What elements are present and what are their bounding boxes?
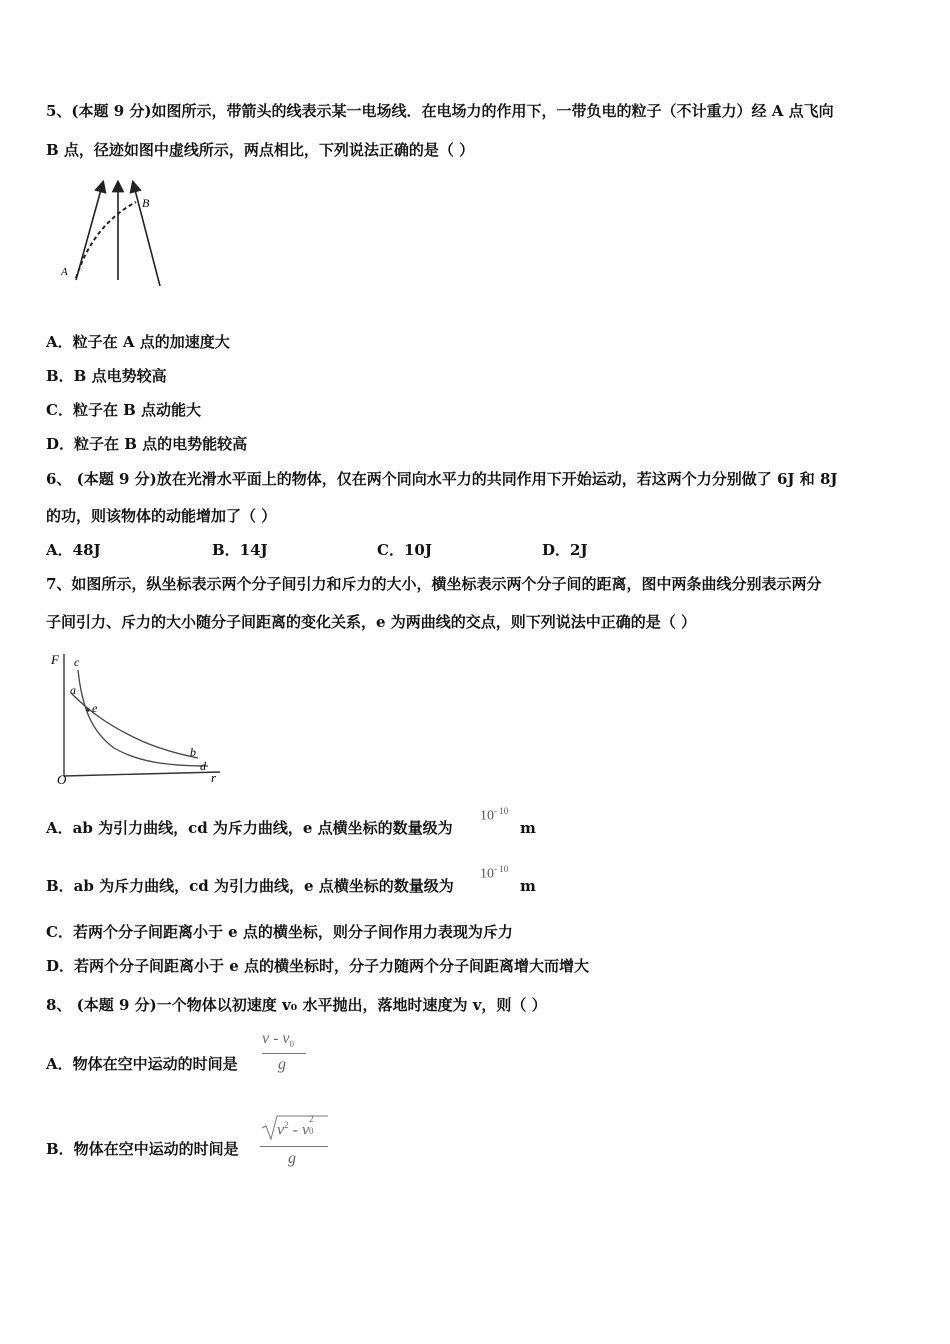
q7-option-b-exp: - 10 <box>494 864 509 874</box>
q5-field-line-figure <box>58 180 168 290</box>
q8-option-b-v0: v <box>301 1121 310 1139</box>
origin-label: O <box>57 772 67 787</box>
axis-label-r: r <box>211 770 217 785</box>
q7-line2: 子间引力、斥力的大小随分子间距离的变化关系，e 为两曲线的交点，则下列说法中正确的是（ ） <box>46 613 696 631</box>
q8-option-b-v: v <box>277 1121 285 1139</box>
q6-line2: 的功，则该物体的动能增加了（ ） <box>46 507 277 525</box>
q8-option-b-text: B．物体在空中运动的时间是 <box>46 1140 239 1158</box>
q7-option-b-text: B．ab 为斥力曲线，cd 为引力曲线，e 点横坐标的数量级为 <box>46 877 454 895</box>
q8-option-b[interactable] <box>46 1139 239 1159</box>
q8-option-b-minus: - <box>288 1121 302 1139</box>
q7-option-b-unit: m <box>520 877 536 895</box>
q6-option-d[interactable]: D．2J <box>542 541 588 559</box>
q6-option-b[interactable]: B．14J <box>212 541 268 559</box>
point-e <box>86 708 90 712</box>
q5-line2: B 点，径迹如图中虚线所示，两点相比，下列说法正确的是（ ） <box>46 141 475 159</box>
q8-option-a-text: A．物体在空中运动的时间是 <box>46 1055 238 1073</box>
curve-label-a: a <box>70 683 76 697</box>
q7-option-d[interactable]: D．若两个分子间距离小于 e 点的横坐标时，分子力随两个分子间距离增大而增大 <box>46 957 589 975</box>
q7-option-a-unit: m <box>520 819 536 837</box>
curve-label-b: b <box>190 745 196 759</box>
q7-option-a[interactable] <box>46 818 453 838</box>
q8-option-a-fraction <box>262 1030 310 1078</box>
curve-label-c: c <box>74 655 80 669</box>
q7-option-a-text: A．ab 为引力曲线，cd 为斥力曲线，e 点横坐标的数量级为 <box>46 819 453 837</box>
q5-option-d[interactable]: D．粒子在 B 点的电势能较高 <box>46 435 248 453</box>
q8-line1: 8、 (本题 9 分)一个物体以初速度 v₀ 水平抛出，落地时速度为 v，则（ ） <box>46 996 547 1014</box>
q8-option-b-v-sup: 2 <box>284 1120 289 1130</box>
axis-label-f: F <box>51 652 59 667</box>
q7-option-b[interactable] <box>46 876 454 896</box>
q7-option-a-power <box>480 806 508 825</box>
q8-option-b-v0-sub: 0 <box>309 1126 314 1137</box>
q5-option-a[interactable]: A．粒子在 A 点的加速度大 <box>46 333 230 351</box>
q7-option-a-exp: - 10 <box>494 806 509 816</box>
particle-trajectory <box>76 202 136 278</box>
curve-ab <box>72 694 198 758</box>
fraction-bar <box>262 1053 306 1054</box>
curve-label-e: e <box>92 701 98 715</box>
q8-option-a-numerator: v - v <box>262 1030 290 1047</box>
q8-option-a-denominator: g <box>278 1056 286 1073</box>
point-b-label: B <box>142 196 150 210</box>
q6-option-c[interactable]: C．10J <box>377 541 432 559</box>
q7-option-b-power <box>480 864 508 883</box>
q5-option-c[interactable]: C．粒子在 B 点动能大 <box>46 401 202 419</box>
q8-option-a-numerator-sub: 0 <box>289 1039 295 1050</box>
curve-cd <box>78 670 208 766</box>
q5-option-b[interactable]: B．B 点电势较高 <box>46 367 167 385</box>
q8-option-b-v0-sup: 2 <box>309 1114 314 1125</box>
q6-option-a[interactable]: A．48J <box>46 541 101 559</box>
q7-option-c[interactable]: C．若两个分子间距离小于 e 点的横坐标，则分子间作用力表现为斥力 <box>46 923 513 941</box>
q5-line1: 5、(本题 9 分)如图所示，带箭头的线表示某一电场线．在电场力的作用下，一带负电的粒子（不计重力）经 A 点飞向 <box>46 102 834 120</box>
q8-option-b-denominator: g <box>288 1150 296 1167</box>
q7-line1: 7、如图所示，纵坐标表示两个分子间引力和斥力的大小，横坐标表示两个分子间的距离，图中两条曲线分别表示两分 <box>46 575 822 593</box>
q8-option-a[interactable] <box>46 1054 238 1074</box>
q7-molecular-force-graph <box>48 648 228 794</box>
curve-label-d: d <box>200 759 206 773</box>
x-axis <box>64 772 220 776</box>
q7-option-a-base: 10 <box>480 808 494 824</box>
q8-option-b-fraction <box>260 1112 332 1174</box>
q7-option-b-base: 10 <box>480 866 494 882</box>
point-a-label: A <box>61 266 68 278</box>
q6-line1: 6、 (本题 9 分)放在光滑水平面上的物体，仅在两个同向水平力的共同作用下开始运动，若这两个力分别做了 6J 和 8J <box>46 470 838 488</box>
fraction-bar <box>260 1146 328 1147</box>
